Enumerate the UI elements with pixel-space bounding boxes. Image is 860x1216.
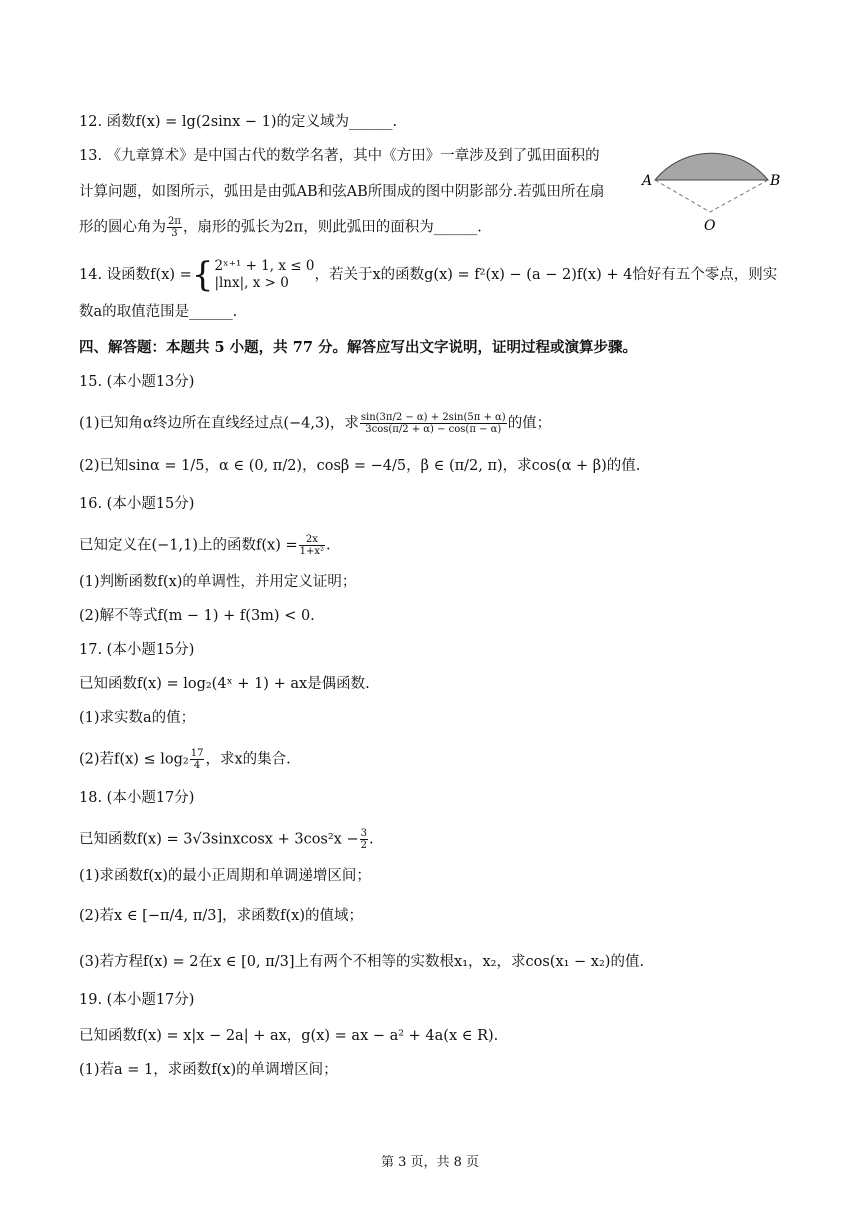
- q19-p1-text: (1)若a = 1，求函数f(x)的单调增区间；: [79, 1062, 338, 1078]
- section-4-heading-text: 四、解答题：本题共 5 小题，共 77 分。解答应写出文字说明，证明过程或演算步骤。: [79, 339, 637, 356]
- label-a: A: [642, 173, 653, 189]
- q18-part-2: [79, 906, 363, 926]
- q17-intro: [79, 674, 370, 694]
- q17-p2-suffix: ，求x的集合.: [205, 751, 291, 768]
- question-12: [79, 112, 397, 132]
- q13-line1: 13. 《九章算术》是中国古代的数学名著，其中《方田》一章涉及到了弧田面积的: [79, 148, 600, 164]
- section-4-heading: [79, 338, 637, 358]
- q18-header: [79, 788, 194, 808]
- q16-intro: [79, 534, 331, 557]
- q18-fraction: [360, 828, 368, 851]
- question-13-line-3: [79, 216, 482, 239]
- q15-p1-fraction: [360, 412, 507, 435]
- question-14-line-2: [79, 302, 237, 322]
- q17-header-text: 17. (本小题15分): [79, 642, 195, 658]
- q16-p2-text: (2)解不等式f(m − 1) + f(3m) < 0.: [79, 608, 315, 624]
- radius-oa: [655, 180, 710, 212]
- q15-p1-suffix: 的值；: [507, 415, 552, 432]
- arc-segment-shaded: [655, 153, 768, 180]
- q17-part-1: [79, 708, 195, 728]
- q15-p2-text: (2)已知sinα = 1/5，α ∈ (0, π/2)，cosβ = −4/5，β ∈ (π/2, π)，求cos(α + β)的值.: [79, 458, 641, 474]
- q14-case1: 2ˣ⁺¹ + 1, x ≤ 0: [214, 258, 315, 274]
- q16-part-2: [79, 606, 315, 626]
- label-o: O: [704, 218, 716, 234]
- q15-p1-den: 3cos(π/2 + α) − cos(π − α): [365, 424, 502, 435]
- q18-intro: [79, 828, 374, 851]
- question-13-line-1: [79, 146, 600, 166]
- q18-p3-text: (3)若方程f(x) = 2在x ∈ [0, π/3]上有两个不相等的实数根x₁，x₂，求cos(x₁ − x₂)的值.: [79, 954, 645, 970]
- q17-header: [79, 640, 194, 660]
- q15-p1-num: sin(3π/2 − α) + 2sin(5π + α): [360, 412, 506, 423]
- q16-p1-text: (1)判断函数f(x)的单调性，并用定义证明；: [79, 574, 357, 590]
- q17-p1-text: (1)求实数a的值；: [79, 710, 196, 726]
- q18-part-3: [79, 952, 644, 972]
- q18-num: 3: [360, 828, 367, 839]
- q18-den: 2: [360, 840, 367, 851]
- q13-line3-prefix: 形的圆心角为: [79, 219, 166, 236]
- brace-icon: {: [191, 255, 214, 295]
- q16-header: [79, 494, 194, 514]
- radius-ob: [710, 180, 768, 212]
- q17-fraction: [190, 748, 205, 771]
- q16-num: 2x: [299, 534, 325, 546]
- q19-header-text: 19. (本小题17分): [79, 992, 195, 1008]
- q18-part-1: [79, 866, 371, 886]
- q15-p1-prefix: (1)已知角α终边所在直线经过点(−4,3)，求: [79, 415, 359, 432]
- q19-intro-text: 已知函数f(x) = x|x − 2a| + ax，g(x) = ax − a² + 4a(x ∈ R).: [79, 1028, 499, 1044]
- q19-header: [79, 990, 194, 1010]
- page-number: 第 3 页，共 8 页: [380, 1155, 480, 1170]
- q18-intro-prefix: 已知函数f(x) = 3√3sinxcosx + 3cos²x −: [79, 831, 359, 848]
- q16-intro-suffix: .: [326, 537, 331, 554]
- q14-case2: |lnx|, x > 0: [214, 275, 289, 291]
- q19-intro: [79, 1026, 498, 1046]
- q17-p2-prefix: (2)若f(x) ≤ log₂: [79, 751, 189, 768]
- q18-intro-suffix: .: [369, 831, 374, 848]
- q13-line2: 计算问题，如图所示，弧田是由弧AB和弦AB所围成的图中阴影部分.若弧田所在扇: [79, 184, 605, 200]
- q13-frac-num: 2π: [168, 216, 181, 227]
- q17-part-2: [79, 748, 291, 771]
- q14-cases: [214, 258, 314, 292]
- q17-den: 4: [193, 760, 201, 771]
- q15-header: [79, 372, 194, 392]
- q17-intro-text: 已知函数f(x) = log₂(4ˣ + 1) + ax是偶函数.: [79, 676, 370, 692]
- q19-part-1: [79, 1060, 338, 1080]
- question-13-line-2: [79, 182, 604, 202]
- q16-den: 1+x²: [299, 546, 325, 557]
- q15-part-2: [79, 456, 640, 476]
- arc-field-figure: [640, 138, 790, 238]
- q13-fraction: [167, 216, 182, 239]
- q16-header-text: 16. (本小题15分): [79, 496, 195, 512]
- q13-line3-suffix: ，扇形的弧长为2π，则此弧田的面积为______.: [182, 219, 482, 236]
- q18-p1-text: (1)求函数f(x)的最小正周期和单调递增区间；: [79, 868, 371, 884]
- q16-part-1: [79, 572, 356, 592]
- q15-header-text: 15. (本小题13分): [79, 374, 195, 390]
- page-footer: [0, 1151, 860, 1170]
- question-14-line-1: [79, 255, 778, 295]
- q14-suffix: ，若关于x的函数g(x) = f²(x) − (a − 2)f(x) + 4恰好有五个零点，则实: [314, 267, 778, 283]
- q14-line2: 数a的取值范围是______.: [79, 304, 238, 320]
- q18-p2-text: (2)若x ∈ [−π/4, π/3]，求函数f(x)的值域；: [79, 908, 363, 924]
- q16-intro-prefix: 已知定义在(−1,1)上的函数f(x) =: [79, 537, 298, 554]
- q12-text: 12. 函数f(x) = lg(2sinx − 1)的定义域为______.: [79, 114, 398, 130]
- q15-part-1: [79, 412, 551, 435]
- q14-prefix: 14. 设函数f(x) =: [79, 267, 192, 283]
- q17-num: 17: [190, 748, 204, 759]
- q18-header-text: 18. (本小题17分): [79, 790, 195, 806]
- q13-frac-den: 3: [171, 228, 178, 239]
- q16-fraction: [299, 534, 325, 557]
- label-b: B: [770, 173, 781, 189]
